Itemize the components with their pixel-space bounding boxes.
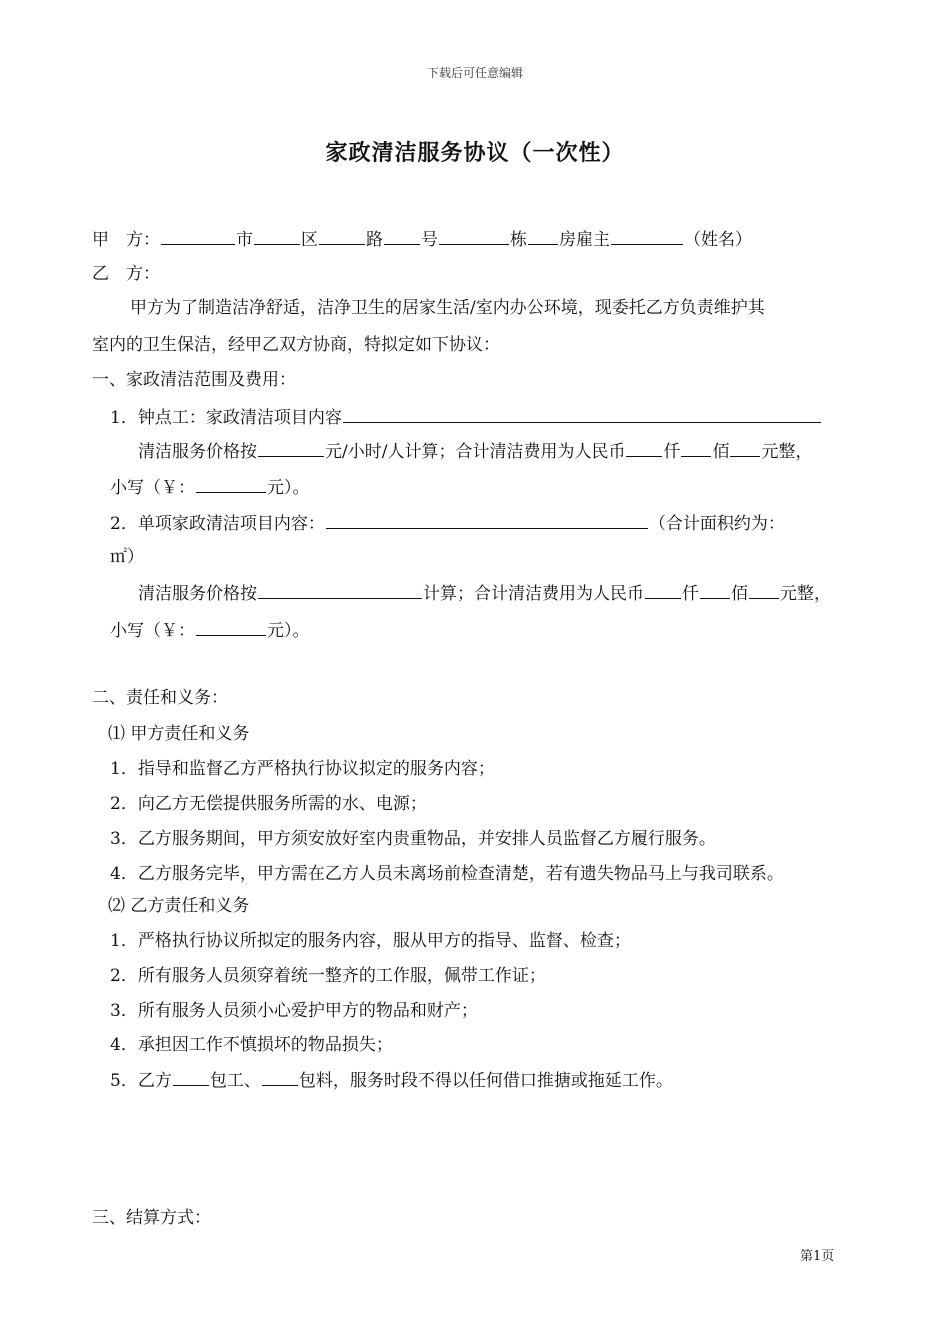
blank-field[interactable]	[611, 226, 683, 245]
section2-heading: 二、责任和义务：	[92, 688, 228, 708]
section2-sub-a: ⑴ 甲方责任和义务	[108, 724, 250, 744]
blank-field[interactable]	[161, 226, 235, 245]
item2-price-line: 清洁服务价格按 计算；合计清洁费用为人民币 仟 佰 元整，	[138, 580, 831, 606]
a-item-1: 1．指导和监督乙方严格执行协议拟定的服务内容；	[110, 759, 495, 779]
intro-line-1: 甲方为了制造洁净舒适，洁净卫生的居家生活/室内办公环境，现委托乙方负责维护其	[130, 298, 765, 318]
blank-field[interactable]	[343, 404, 821, 423]
blank-field[interactable]	[258, 438, 324, 457]
page-number: 第1页	[800, 1249, 835, 1264]
blank-field[interactable]	[626, 438, 662, 457]
item2-unit-line: ㎡）	[110, 547, 144, 567]
b-item-1: 1．严格执行协议所拟定的服务内容，服从甲方的指导、监督、检查；	[110, 931, 631, 951]
a-item-4: 4．乙方服务完毕，甲方需在乙方人员未离场前检查清楚，若有遗失物品马上与我司联系。	[110, 864, 784, 884]
item1-small-line: 小写（￥： 元）。	[110, 474, 310, 500]
a-item-3: 3．乙方服务期间，甲方须安放好室内贵重物品，并安排人员监督乙方履行服务。	[110, 829, 716, 849]
blank-field[interactable]	[439, 226, 509, 245]
blank-field[interactable]	[749, 580, 779, 599]
b-item-2: 2．所有服务人员须穿着统一整齐的工作服，佩带工作证；	[110, 966, 546, 986]
item2-label-line: 2．单项家政清洁项目内容： （合计面积约为：	[110, 510, 785, 536]
blank-field[interactable]	[196, 474, 266, 493]
blank-field[interactable]	[173, 1067, 209, 1086]
section2-sub-b: ⑵ 乙方责任和义务	[108, 896, 250, 916]
blank-field[interactable]	[326, 510, 648, 529]
header-note: 下载后可任意编辑	[426, 66, 523, 80]
blank-field[interactable]	[700, 580, 730, 599]
item2-small-line: 小写（￥： 元）。	[110, 617, 310, 643]
blank-field[interactable]	[645, 580, 681, 599]
blank-field[interactable]	[196, 617, 266, 636]
blank-field[interactable]	[319, 226, 365, 245]
blank-field[interactable]	[254, 226, 300, 245]
party-b-line: 乙 方：	[92, 264, 160, 284]
section1-heading: 一、家政清洁范围及费用：	[92, 370, 296, 390]
blank-field[interactable]	[258, 580, 422, 599]
blank-field[interactable]	[384, 226, 420, 245]
document-title: 家政清洁服务协议（一次性）	[325, 140, 625, 166]
blank-field[interactable]	[730, 438, 760, 457]
item1-label-line: 1．钟点工：家政清洁项目内容	[110, 404, 822, 430]
b-item-3: 3．所有服务人员须小心爱护甲方的物品和财产；	[110, 1001, 478, 1021]
a-item-2: 2．向乙方无偿提供服务所需的水、电源；	[110, 794, 427, 814]
blank-field[interactable]	[528, 226, 558, 245]
b-item-5: 5．乙方 包工、 包料，服务时段不得以任何借口推搪或拖延工作。	[110, 1067, 673, 1093]
intro-line-2: 室内的卫生保洁，经甲乙双方协商，特拟定如下协议：	[92, 335, 500, 355]
blank-field[interactable]	[681, 438, 711, 457]
b-item-4: 4．承担因工作不慎损坏的物品损失；	[110, 1035, 393, 1055]
party-a-line: 甲 方： 市 区 路 号 栋 房雇主 （姓名）	[92, 226, 752, 252]
section3-heading: 三、结算方式：	[92, 1208, 211, 1228]
item1-price-line: 清洁服务价格按 元/小时/人计算；合计清洁费用为人民币 仟 佰 元整，	[138, 438, 812, 464]
blank-field[interactable]	[262, 1067, 298, 1086]
